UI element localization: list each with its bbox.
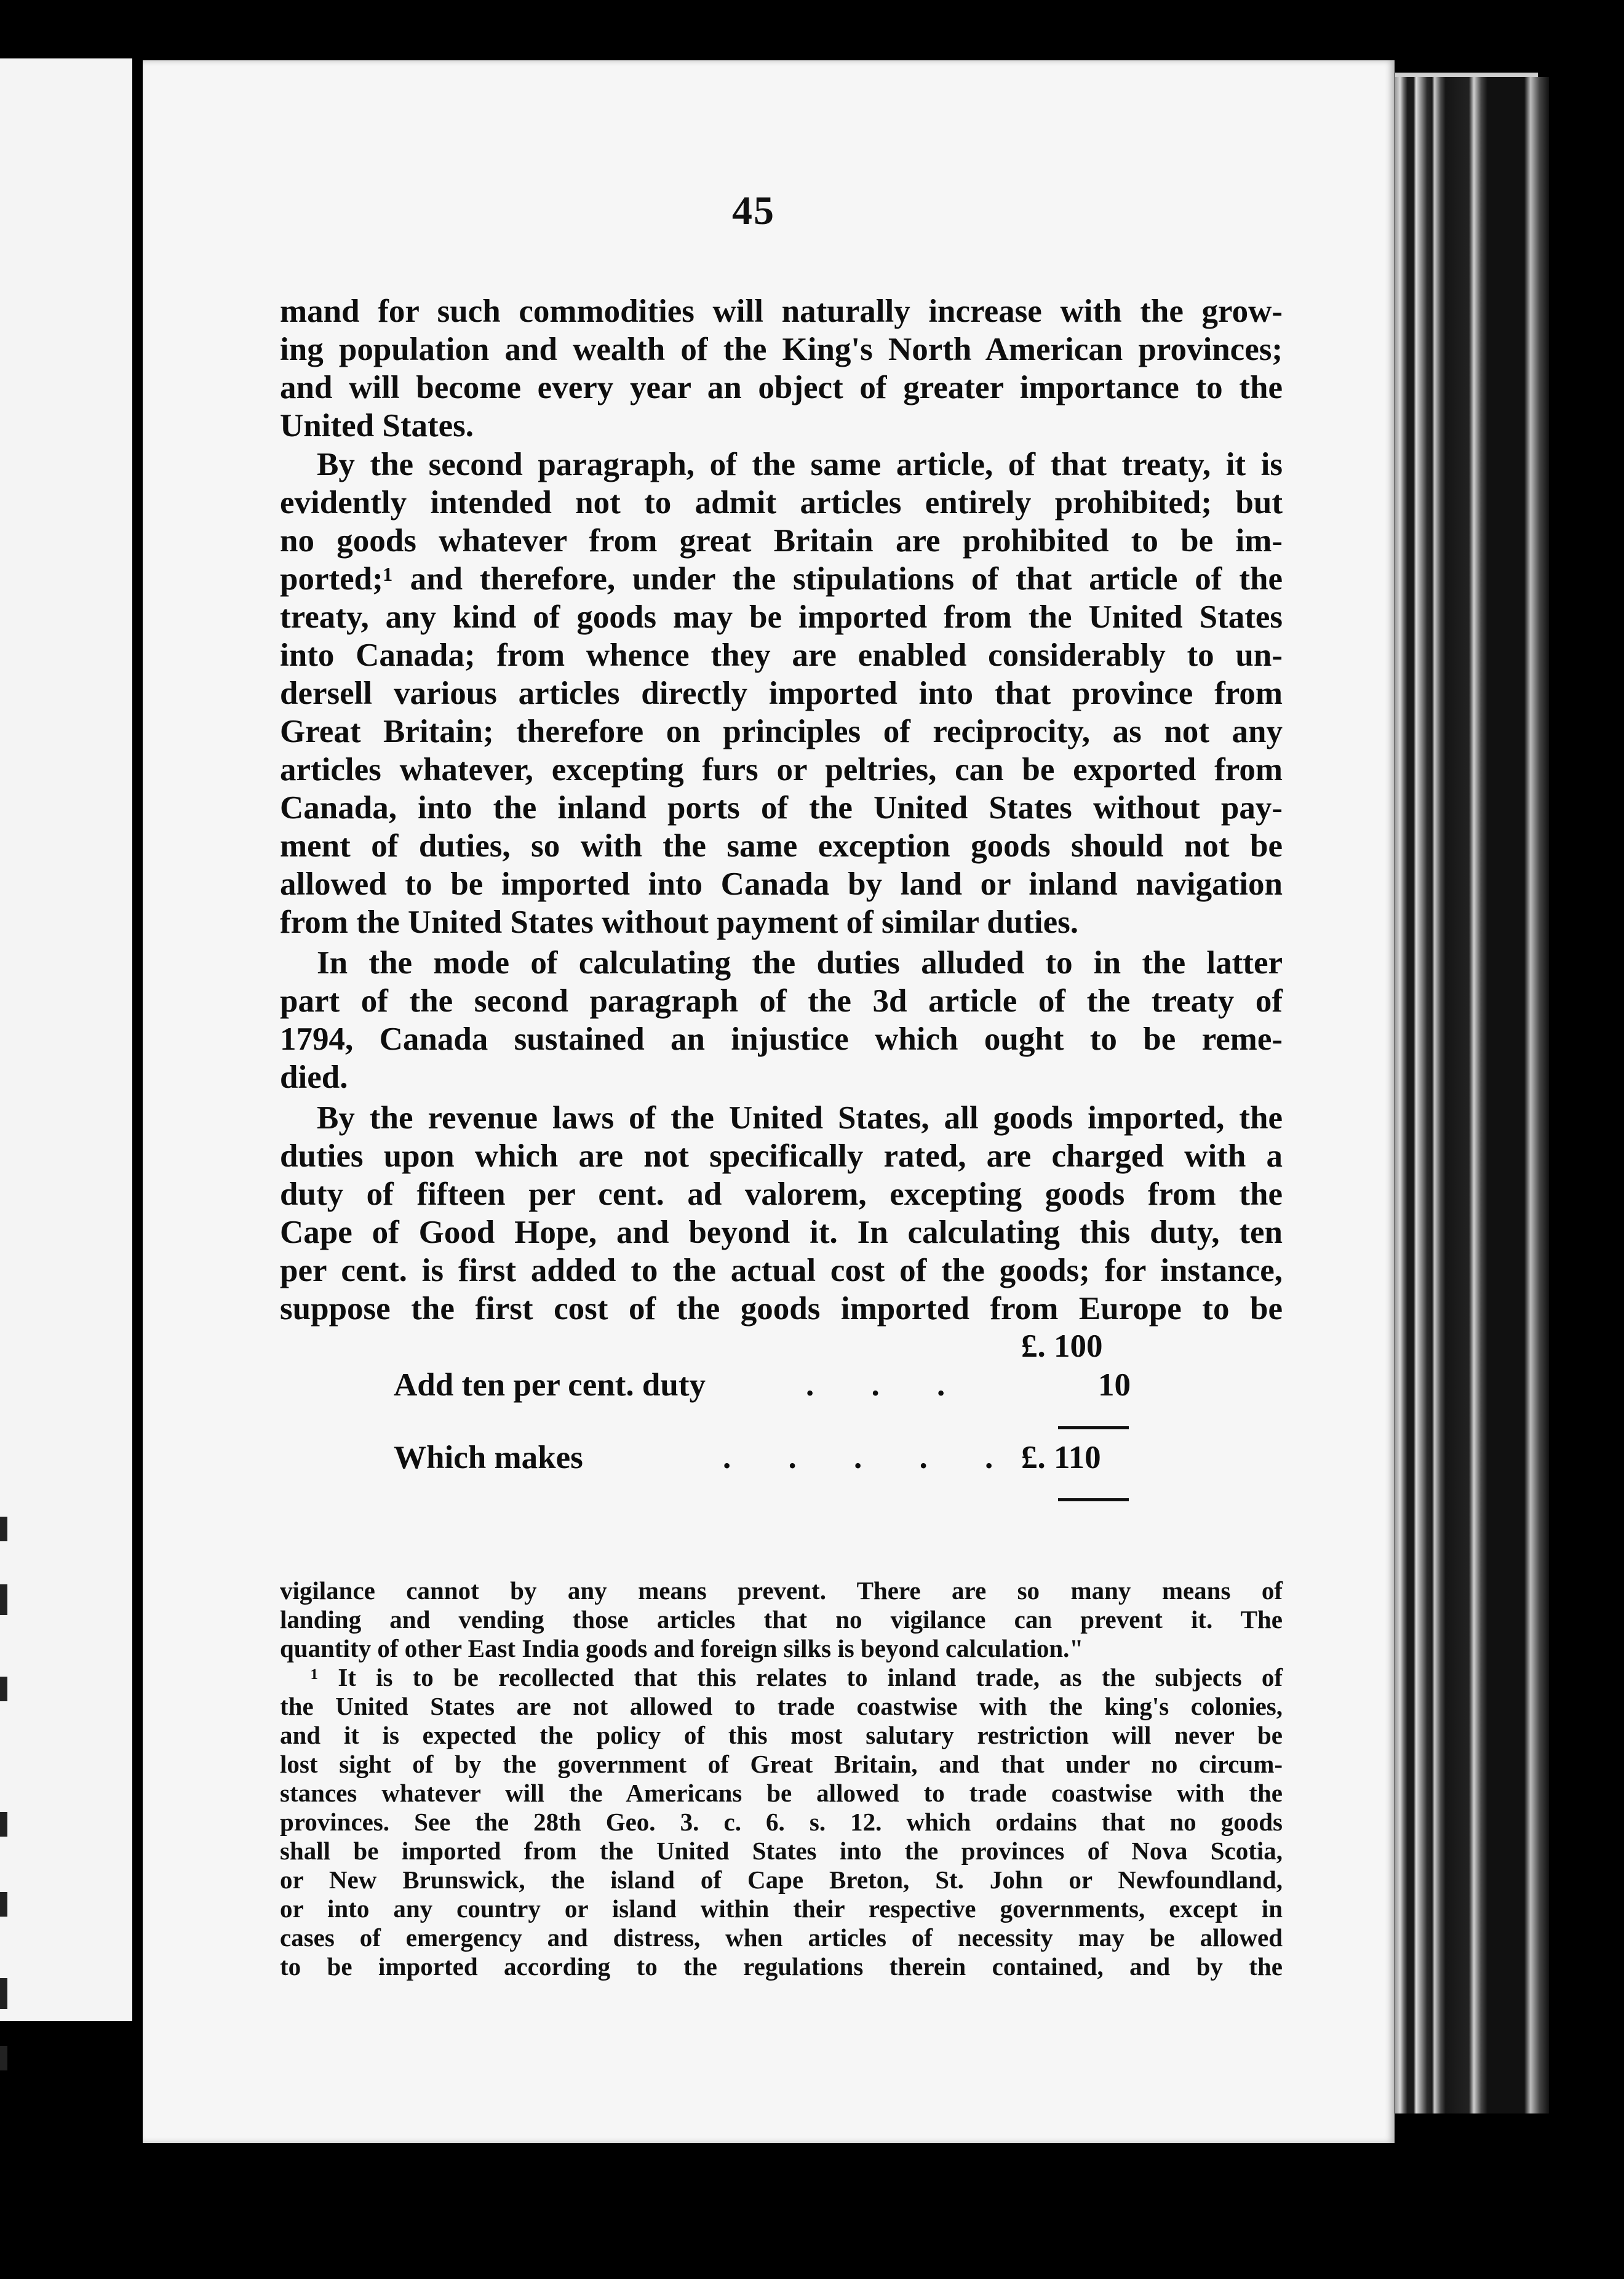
calc-total-label: Which makes: [394, 1440, 583, 1475]
calc-rule-bottom: [1058, 1498, 1129, 1501]
footnote-line: stances whatever will the Americans be allowed to trade coastwise with the: [280, 1779, 1283, 1807]
footnote-line: ¹ It is to be recollected that this relates to inland trade, as the subjects of: [311, 1663, 1283, 1691]
body-line: duty of fifteen per cent. ad valorem, excepting goods from the: [280, 1176, 1283, 1212]
body-line: into Canada; from whence they are enabled considerably to un-: [280, 637, 1283, 673]
body-line: duties upon which are not specifically rated, are charged with a: [280, 1138, 1283, 1174]
calc-base-amount: £. 100: [1021, 1328, 1103, 1364]
left-page-mark: [0, 1517, 7, 1541]
page-number: 45: [732, 188, 775, 233]
footnote-line: lost sight of by the government of Great Britain, and that under no circum-: [280, 1750, 1283, 1778]
body-line: per cent. is first added to the actual cost of the goods; for instance,: [280, 1253, 1283, 1288]
footnote-line: cases of emergency and distress, when articles of necessity may be allowed: [280, 1923, 1283, 1952]
calc-add-amount: 10: [1098, 1367, 1131, 1403]
body-line: evidently intended not to admit articles entirely prohibited; but: [280, 485, 1283, 521]
left-page-mark: [0, 1812, 7, 1837]
footnote-line: shall be imported from the United States into the provinces of Nova Scotia,: [280, 1837, 1283, 1865]
body-line: By the second paragraph, of the same article, of that treaty, it is: [317, 447, 1283, 482]
body-line: and will become every year an object of greater importance to the: [280, 370, 1283, 405]
left-page-mark: [0, 2046, 7, 2070]
body-line: Cape of Good Hope, and beyond it. In calculating this duty, ten: [280, 1215, 1283, 1250]
body-line: dersell various articles directly imported into that province from: [280, 676, 1283, 711]
body-line: ment of duties, so with the same exception goods should not be: [280, 828, 1283, 864]
body-line: United States.: [280, 408, 474, 444]
footnote-line: to be imported according to the regulations therein contained, and by the: [280, 1952, 1283, 1981]
body-line: articles whatever, excepting furs or peltries, can be exported from: [280, 752, 1283, 788]
left-page-mark: [0, 1892, 7, 1917]
body-line: ing population and wealth of the King's North American provinces;: [280, 332, 1283, 367]
body-line: from the United States without payment of similar duties.: [280, 904, 1078, 940]
left-page-mark: [0, 1584, 7, 1615]
footnote-line: or New Brunswick, the island of Cape Breton, St. John or Newfoundland,: [280, 1866, 1283, 1894]
footnote-line: and it is expected the policy of this most salutary restriction will never be: [280, 1721, 1283, 1749]
footnote-line: vigilance cannot by any means prevent. There are so many means of: [280, 1576, 1283, 1605]
body-line: mand for such commodities will naturally increase with the grow-: [280, 293, 1283, 329]
page-stack-edges: [1395, 77, 1549, 2113]
footnote-line: provinces. See the 28th Geo. 3. c. 6. s. 12. which ordains that no goods: [280, 1808, 1283, 1836]
body-line: 1794, Canada sustained an injustice which ought to be reme-: [280, 1021, 1283, 1057]
body-line: allowed to be imported into Canada by land or inland navigation: [280, 866, 1283, 902]
footnote-line: the United States are not allowed to trade coastwise with the king's colonies,: [280, 1692, 1283, 1720]
calc-add-dots: . . .: [806, 1367, 970, 1403]
body-line: suppose the first cost of the goods imported from Europe to be: [280, 1291, 1283, 1327]
body-line: ported;¹ and therefore, under the stipulations of that article of the: [280, 561, 1283, 597]
left-page-mark: [0, 1978, 7, 2009]
footnote-line: or into any country or island within their respective governments, except in: [280, 1894, 1283, 1923]
body-line: part of the second paragraph of the 3d article of the treaty of: [280, 983, 1283, 1019]
calc-add-label: Add ten per cent. duty: [394, 1367, 706, 1403]
body-line: died.: [280, 1060, 348, 1095]
body-line: Canada, into the inland ports of the United States without pay-: [280, 790, 1283, 826]
body-line: Great Britain; therefore on principles of reciprocity, as not any: [280, 714, 1283, 749]
body-line: treaty, any kind of goods may be imported from the United States: [280, 599, 1283, 635]
calc-total-dots: . . . . .: [723, 1440, 1018, 1475]
body-line: In the mode of calculating the duties alluded to in the latter: [317, 945, 1283, 981]
footnote-line: quantity of other East India goods and foreign silks is beyond calculation.": [280, 1634, 1084, 1662]
left-page-edge: [0, 58, 132, 2021]
body-line: By the revenue laws of the United States, all goods imported, the: [317, 1100, 1283, 1136]
footnote-line: landing and vending those articles that no vigilance can prevent it. The: [280, 1605, 1283, 1634]
calc-rule-top: [1058, 1426, 1129, 1429]
body-line: no goods whatever from great Britain are prohibited to be im-: [280, 523, 1283, 559]
left-page-mark: [0, 1677, 7, 1701]
calc-total-amount: £. 110: [1021, 1440, 1101, 1475]
